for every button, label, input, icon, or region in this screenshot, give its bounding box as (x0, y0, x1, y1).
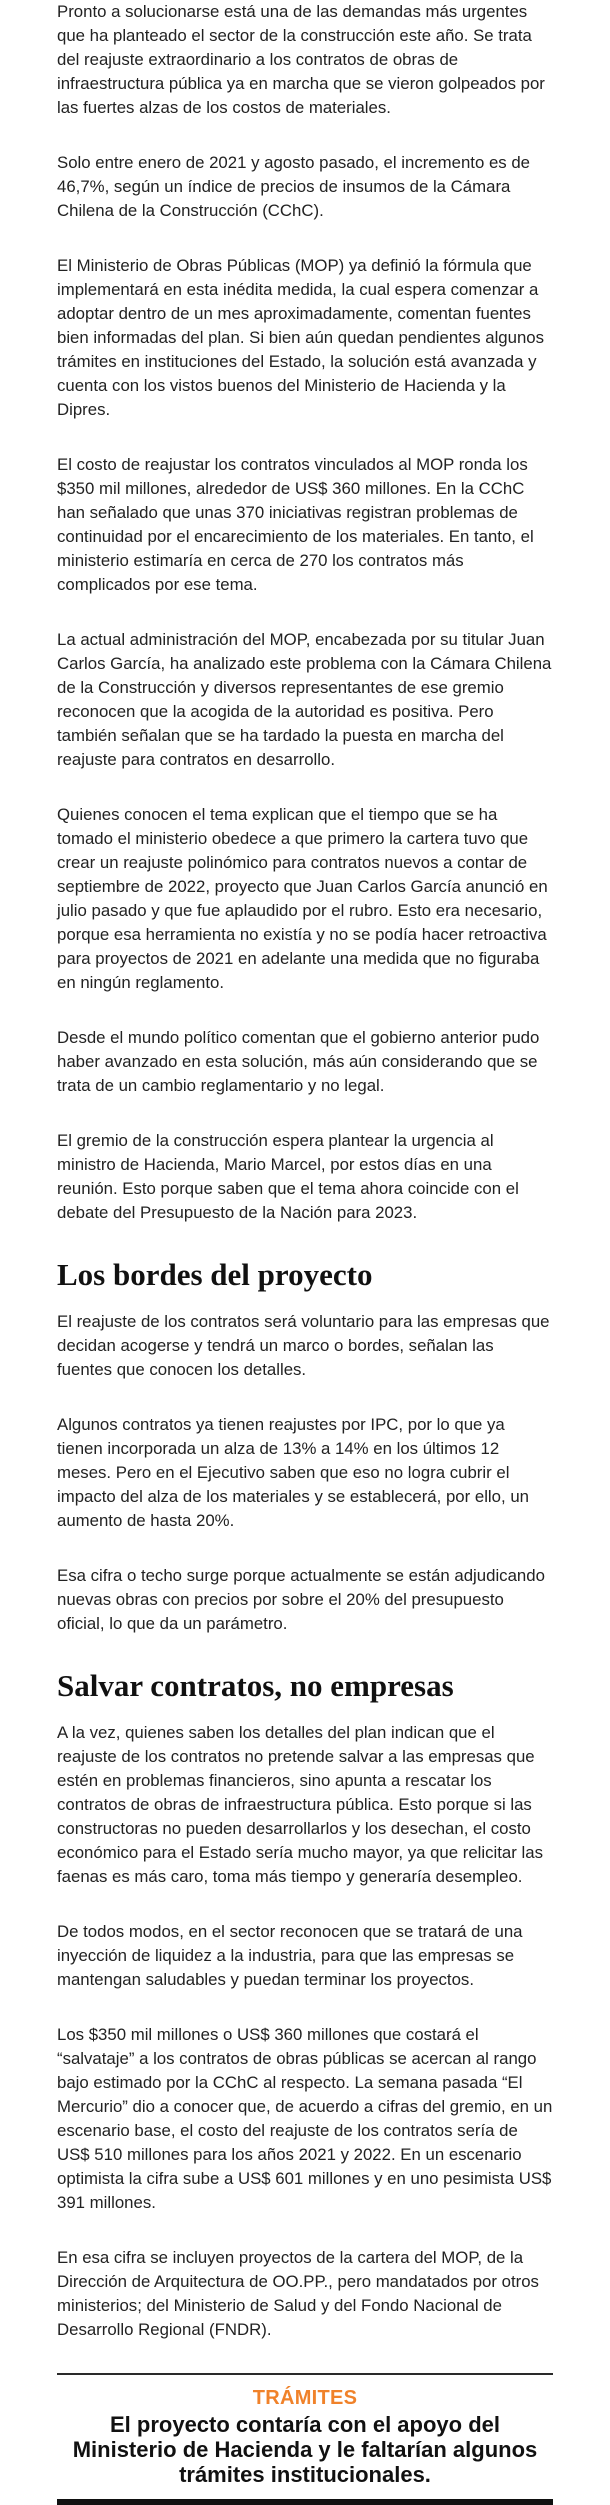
article-paragraph: El reajuste de los contratos será voluntario para las empresas que decidan acogerse y tendrá un marco o bordes, señalan las fuentes que conocen los detalles. (57, 1312, 550, 1379)
article-paragraph: Pronto a solucionarse está una de las demandas más urgentes que ha planteado el sector de la construcción este año. Se trata del reajuste extraordinario a los contratos de obras de infraestructura pública ya en marcha que se vieron golpeados por las fuertes alzas de los costos de materiales. (57, 2, 545, 117)
article-paragraph: Desde el mundo político comentan que el gobierno anterior pudo haber avanzado en esta solución, más aún considerando que se trata de un cambio reglamentario y no legal. (57, 1028, 540, 1095)
article-paragraph: A la vez, quienes saben los detalles del plan indican que el reajuste de los contratos no pretende salvar a las empresas que estén en problemas financieros, sino apunta a rescatar los contratos de obras de infraestructura pública. Esto porque si las constructoras no pueden desarrollarlos y los desechan, el costo económico para el Estado sería mucho mayor, ya que relicitar las faenas es más caro, toma más tiempo y generaría desempleo. (57, 1723, 543, 1886)
article-paragraph: De todos modos, en el sector reconocen que se tratará de una inyección de liquidez a la industria, para que las empresas se mantengan saludables y puedan terminar los proyectos. (57, 1922, 523, 1989)
article-paragraph: El gremio de la construcción espera plantear la urgencia al ministro de Hacienda, Mario Marcel, por estos días en una reunión. Esto porque saben que el tema ahora coincide con el debate del Presupuesto de la Nación para 2023. (57, 1131, 519, 1222)
section-heading-salvar-contratos: Salvar contratos, no empresas (57, 1668, 454, 1703)
article-paragraph: Quienes conocen el tema explican que el tiempo que se ha tomado el ministerio obedece a que primero la cartera tuvo que crear un reajuste polinómico para contratos nuevos a contar de septiembre de 2022, proyecto que Juan Carlos García anunció en julio pasado y que fue aplaudido por el rubro. Esto era necesario, porque esa herramienta no existía y no se podía hacer retroactiva para proyectos de 2021 en adelante una medida que no figuraba en ningún reglamento. (57, 805, 548, 992)
callout-text: El proyecto contaría con el apoyo del Ministerio de Hacienda y le faltarían algunos trámites institucionales. (72, 2412, 538, 2487)
article-paragraph: Los $350 mil millones o US$ 360 millones que costará el “salvataje” a los contratos de obras públicas se acercan al rango bajo estimado por la CChC al respecto. La semana pasada “El Mercurio” dio a conocer que, de acuerdo a cifras del gremio, en un escenario base, el costo del reajuste de los contratos sería de US$ 510 millones para los años 2021 y 2022. En un escenario optimista la cifra sube a US$ 601 millones y en uno pesimista US$ 391 millones. (57, 2025, 553, 2212)
article-paragraph: La actual administración del MOP, encabezada por su titular Juan Carlos García, ha analizado este problema con la Cámara Chilena de la Construcción y diversos representantes de ese gremio reconocen que la acogida de la autoridad es positiva. Pero también señalan que se ha tardado la puesta en marcha del reajuste para contratos en desarrollo. (57, 630, 552, 769)
article-paragraph: Solo entre enero de 2021 y agosto pasado, el incremento es de 46,7%, según un índice de precios de insumos de la Cámara Chilena de la Construcción (CChC). (57, 153, 530, 220)
article-paragraph: Algunos contratos ya tienen reajustes por IPC, por lo que ya tienen incorporada un alza de 13% a 14% en los últimos 12 meses. Pero en el Ejecutivo saben que eso no logra cubrir el impacto del alza de los materiales y se establecerá, por ello, un aumento de hasta 20%. (57, 1415, 529, 1530)
article-paragraph: En esa cifra se incluyen proyectos de la cartera del MOP, de la Dirección de Arquitectura de OO.PP., pero mandatados por otros ministerios; del Ministerio de Salud y del Fondo Nacional de Desarrollo Regional (FNDR). (57, 2248, 539, 2339)
article-paragraph: El costo de reajustar los contratos vinculados al MOP ronda los $350 mil millones, alrededor de US$ 360 millones. En la CChC han señalado que unas 370 iniciativas registran problemas de continuidad por el encarecimiento de los materiales. En tanto, el ministerio estimaría en cerca de 270 los contratos más complicados por ese tema. (57, 455, 534, 594)
section-heading-bordes: Los bordes del proyecto (57, 1257, 373, 1292)
article-body (57, 0, 553, 2505)
callout-label: TRÁMITES (252, 2387, 358, 2409)
callout-box (57, 2373, 553, 2505)
article-paragraph: El Ministerio de Obras Públicas (MOP) ya definió la fórmula que implementará en esta inédita medida, la cual espera comenzar a adoptar dentro de un mes aproximadamente, comentan fuentes bien informadas del plan. Si bien aún quedan pendientes algunos trámites en instituciones del Estado, la solución está avanzada y cuenta con los vistos buenos del Ministerio de Hacienda y la Dipres. (57, 256, 545, 419)
article-paragraph: Esa cifra o techo surge porque actualmente se están adjudicando nuevas obras con precios por sobre el 20% del presupuesto oficial, lo que da un parámetro. (57, 1566, 545, 1633)
